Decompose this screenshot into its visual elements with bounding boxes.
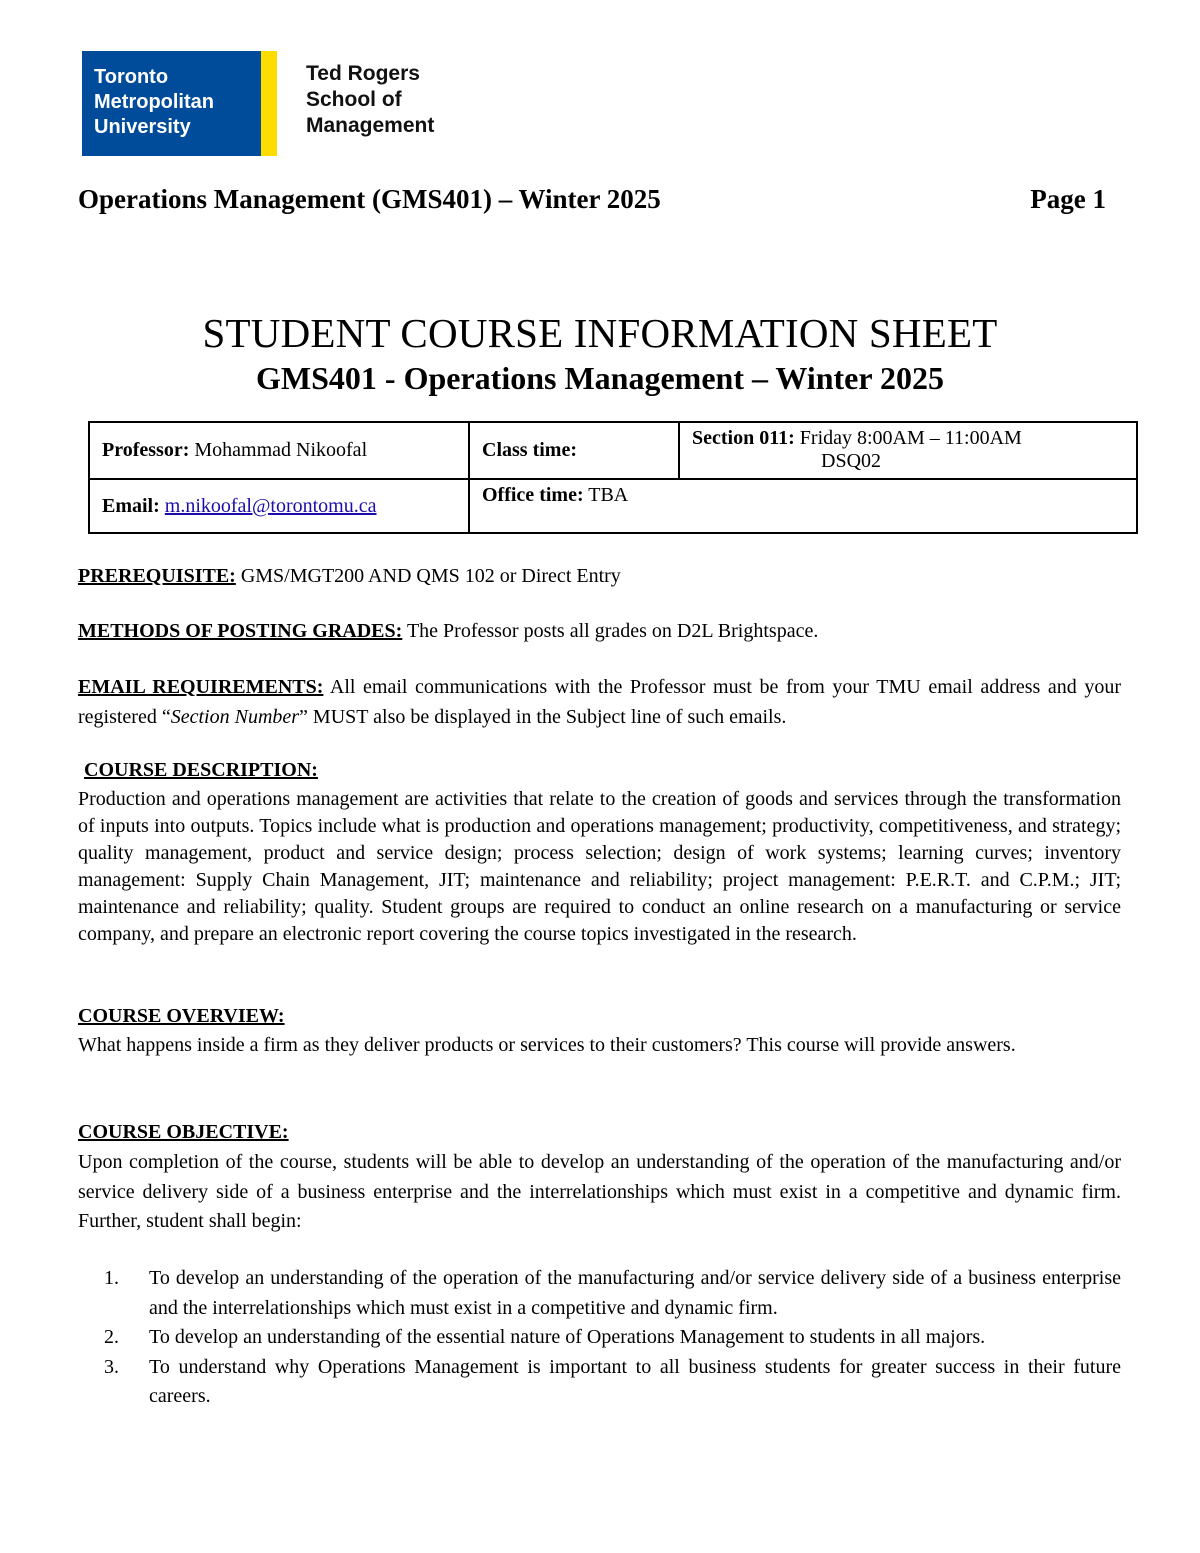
section-cell: Section 011: Friday 8:00AM – 11:00AM DSQ02 (679, 422, 1137, 479)
course-objective-text: Upon completion of the course, students will be able to develop an understanding of the operation of the manufacturing and/or service delivery side of a business enterprise and the interrelationships which must exist in a competitive and dynamic firm. Further, student shall begin: (78, 1151, 1121, 1232)
office-time-value: TBA (588, 484, 629, 506)
objectives-list (104, 1264, 1121, 1412)
logo-yellow-bar (261, 51, 277, 156)
professor-email-link[interactable]: m.nikoofal@torontomu.ca (164, 494, 377, 517)
course-overview-heading: COURSE OVERVIEW: (78, 1005, 285, 1027)
university-logo (82, 51, 277, 156)
list-item: 2. To develop an understanding of the essential nature of Operations Management to students in all majors. (104, 1326, 986, 1348)
page-header (78, 184, 1106, 215)
email-requirements: EMAIL REQUIREMENTS: All email communications with the Professor must be from your TMU email address and your registered “Section Number” MUST also be displayed in the Subject line of such emails. (78, 676, 1121, 728)
list-item: 3. To understand why Operations Management is important to all business students for greater success in their future careers. (104, 1355, 1121, 1407)
university-logo-text: Toronto Metropolitan University (94, 66, 214, 138)
grading-method: METHODS OF POSTING GRADES: The Professor posts all grades on D2L Brightspace. (78, 620, 819, 642)
course-overview-text: What happens inside a firm as they deliver products or services to their customers? This course will provide answers. (78, 1034, 1016, 1056)
professor-cell: Professor: Mohammad Nikoofal (89, 422, 469, 479)
school-name: Ted Rogers School of Management (306, 62, 435, 137)
course-info-table (88, 421, 1138, 534)
course-description-heading: COURSE DESCRIPTION: (84, 759, 318, 781)
professor-name: Mohammad Nikoofal (194, 439, 368, 461)
section-time: Friday 8:00AM – 11:00AM (799, 427, 1022, 449)
section-room: DSQ02 (821, 450, 882, 472)
email-cell: Email: m.nikoofal@torontomu.ca (89, 479, 469, 533)
prerequisite: PREREQUISITE: GMS/MGT200 AND QMS 102 or Direct Entry (78, 565, 621, 587)
list-item: 1. To develop an understanding of the operation of the manufacturing and/or service delivery side of a business enterprise and the interrelationships which must exist in a competitive and dynamic firm. (104, 1267, 1121, 1319)
class-time-cell: Class time: (469, 422, 679, 479)
page-title: STUDENT COURSE INFORMATION SHEET (202, 310, 998, 356)
page-number: Page 1 (1030, 184, 1106, 214)
office-time-cell: Office time: TBA (469, 479, 1137, 533)
page-subtitle: GMS401 - Operations Management – Winter 2025 (256, 360, 944, 396)
course-header: Operations Management (GMS401) – Winter 2025 (78, 184, 661, 214)
course-objective-heading: COURSE OBJECTIVE: (78, 1121, 289, 1143)
course-description-text: Production and operations management are activities that relate to the creation of goods and services through the transformation of inputs into outputs. Topics include what is production and operations management; productivity, competitiveness, and strategy; quality management, product and service design; process selection; design of work systems; learning curves; inventory management: Supply Chain Management, JIT; maintenance and reliability; project management: P.E.R.T. and C.P.M.; JIT; maintenance and reliability; quality. Student groups are required to conduct an online research on a manufacturing or service company, and prepare an electronic report covering the course topics investigated in the research. (78, 788, 1121, 945)
